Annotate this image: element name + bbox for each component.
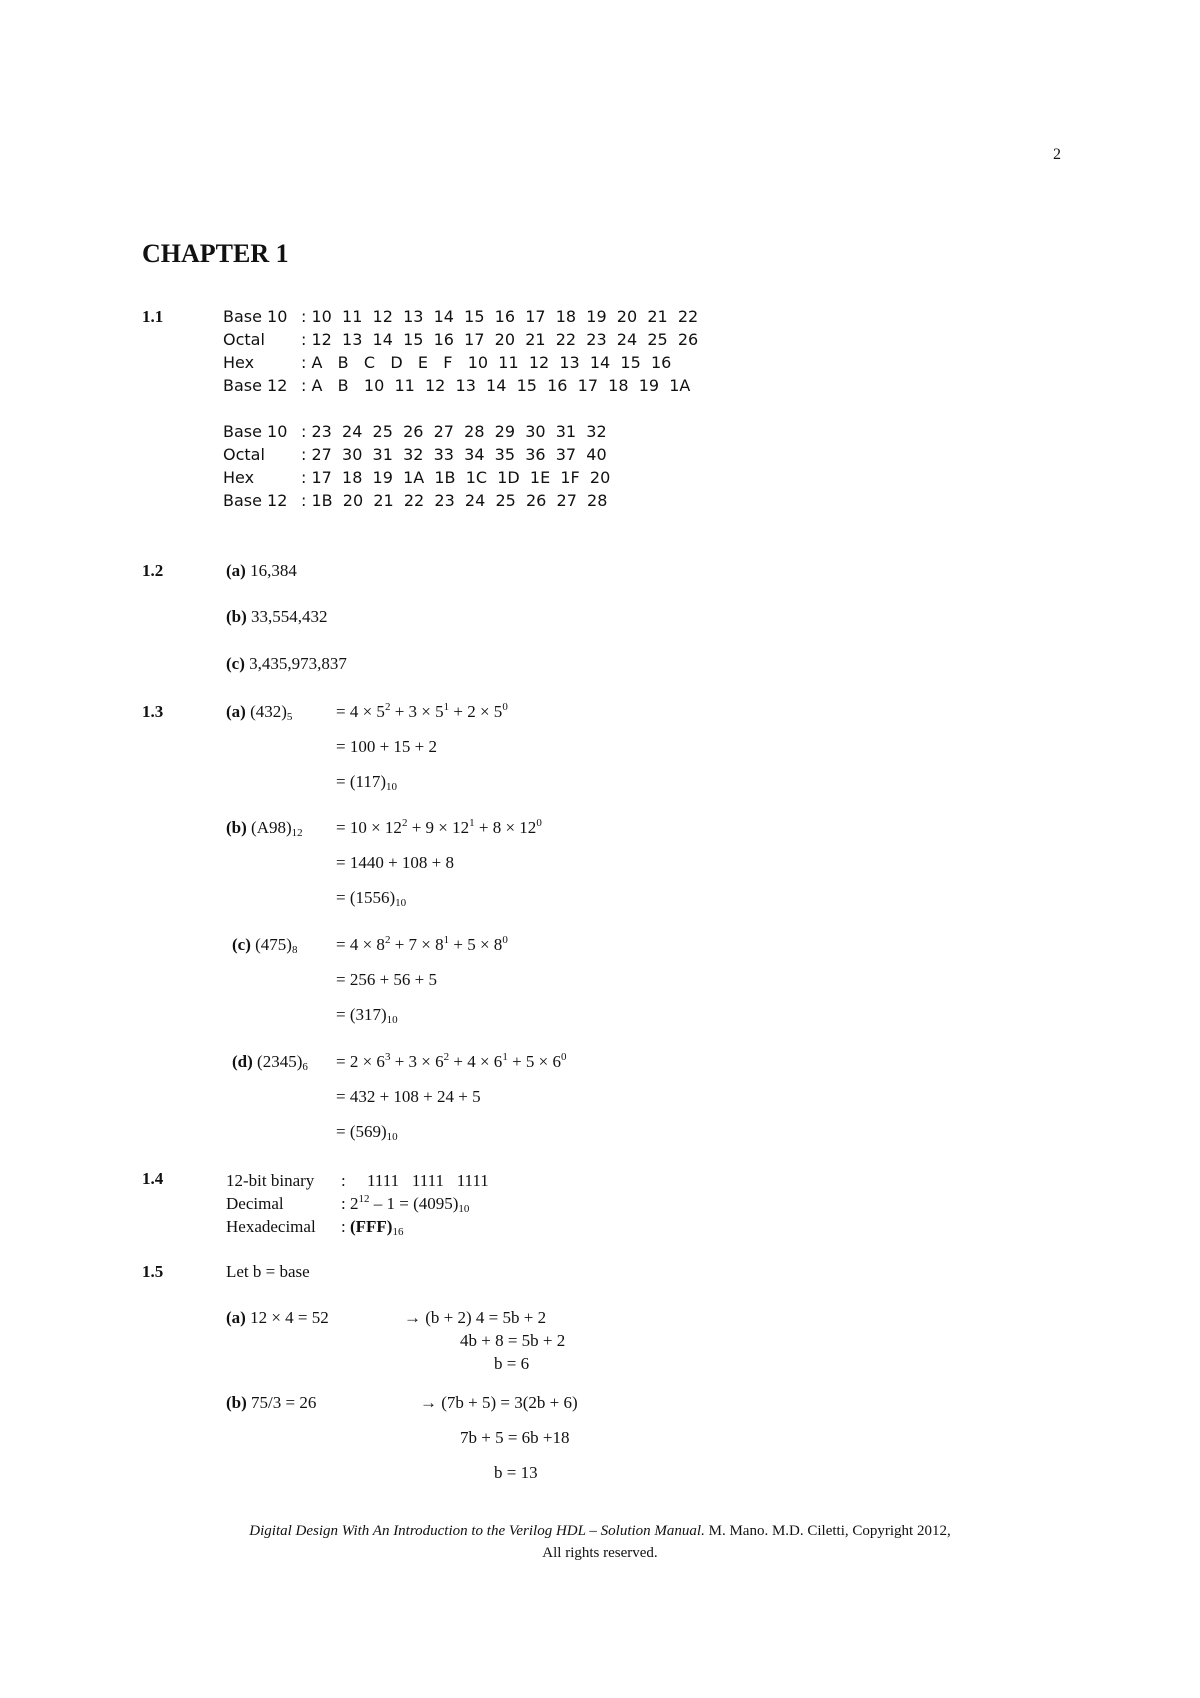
answer-1-5-b-step3: b = 13	[494, 1463, 538, 1482]
answer-1-3-a-line3: = $(117)_{10}$	[336, 772, 398, 793]
answer-1-5-intro: Let b = base	[226, 1262, 310, 1281]
answer-1-3-a-line2: = 100 + 15 + 2	[336, 737, 438, 756]
answer-1-3-d-line3: = $(569)_{10}$	[336, 1122, 398, 1143]
answer-1-3-d-lhs: (d) $(2345)_6$	[232, 1052, 308, 1073]
problem-number-1-2: 1.2	[142, 561, 164, 580]
answer-1-5-a-step1: → (b + 2) 4 = 5b + 2	[404, 1308, 547, 1327]
answer-1-5-a-eq: (a) 12 × 4 = 52	[226, 1308, 329, 1327]
answer-1-2-a: (a) 16,384	[226, 561, 297, 580]
answer-1-5-b-eq: (b) 75/3 = 26	[226, 1393, 317, 1412]
table-row: Base 10 : 10 11 12 13 14 15 16 17 18 19 20 21 22	[223, 307, 699, 326]
answer-1-5-b-step1: → (7b + 5) = 3(2b + 6)	[420, 1393, 578, 1412]
answer-1-3-b-line3: = $(1556)_{10}$	[336, 888, 407, 909]
answer-1-3-a-lhs: (a) $(432)_5$	[226, 702, 293, 723]
table-row: Base 12 : 1B 20 21 22 23 24 25 26 27 28	[223, 491, 608, 510]
page-number: 2	[1053, 146, 1061, 163]
problem-number-1-3: 1.3	[142, 702, 164, 721]
answer-1-3-c-line3: = $(317)_{10}$	[336, 1005, 398, 1026]
footer-copyright: Digital Design With An Introduction to the Verilog HDL – Solution Manual. M. Mano. M.D. Ciletti, Copyright 2012, All rights reserved.	[249, 1523, 951, 1561]
answer-1-3-a-line1: = $4 \times 5^2 + 3 \times 5^1 + 2 \times 5^0$	[336, 701, 508, 721]
table-row: Base 12 : A B 10 11 12 13 14 15 16 17 18 19 1A	[223, 376, 691, 395]
problem-number-1-5: 1.5	[142, 1262, 164, 1281]
problem-number-1-4: 1.4	[142, 1169, 164, 1188]
table-row: Hex : 17 18 19 1A 1B 1C 1D 1E 1F 20	[223, 468, 611, 487]
problem-number-1-1: 1.1	[142, 307, 164, 326]
table-row: Base 10 : 23 24 25 26 27 28 29 30 31 32	[223, 422, 607, 441]
answer-1-3-b-lhs: (b) $(A98)_{12}$	[226, 818, 303, 839]
answer-1-3-c-line2: = 256 + 56 + 5	[336, 970, 438, 989]
answer-1-3-b-line2: = 1440 + 108 + 8	[336, 853, 455, 872]
conversion-table-1	[223, 305, 698, 397]
answer-1-3-b-line1: = $10 \times 12^2 + 9 \times 12^1 + 8 \times 12^0$	[336, 817, 542, 837]
answer-1-2-b: (b) 33,554,432	[226, 607, 328, 626]
answer-1-3-c-lhs: (c) $(475)_8$	[232, 935, 298, 956]
table-row: Hex : A B C D E F 10 11 12 13 14 15 16	[223, 353, 672, 372]
answer-1-4: 12-bit binary : 1111 1111 1111 Decimal : $2^{12} - 1 = (4095)_{10}$ Hexadecimal : $(FFF)_{16}$	[226, 1171, 489, 1238]
answer-1-3-d-line2: = 432 + 108 + 24 + 5	[336, 1087, 481, 1106]
answer-1-5-a-step2: 4b + 8 = 5b + 2	[460, 1331, 566, 1350]
conversion-table-2	[223, 420, 610, 512]
answer-1-5-a-step3: b = 6	[494, 1354, 530, 1373]
chapter-title: CHAPTER 1	[142, 239, 289, 268]
table-row: Octal : 12 13 14 15 16 17 20 21 22 23 24 25 26	[223, 330, 699, 349]
table-row: Octal : 27 30 31 32 33 34 35 36 37 40	[223, 445, 607, 464]
answer-1-2-c: (c) 3,435,973,837	[226, 654, 347, 673]
answer-1-3-d-line1: = $2 \times 6^3 + 3 \times 6^2 + 4 \times 6^1 + 5 \times 6^0$	[336, 1051, 567, 1071]
answer-1-5-b-step2: 7b + 5 = 6b +18	[460, 1428, 570, 1447]
answer-1-3-c-line1: = $4 \times 8^2 + 7 \times 8^1 + 5 \times 8^0$	[336, 934, 508, 954]
